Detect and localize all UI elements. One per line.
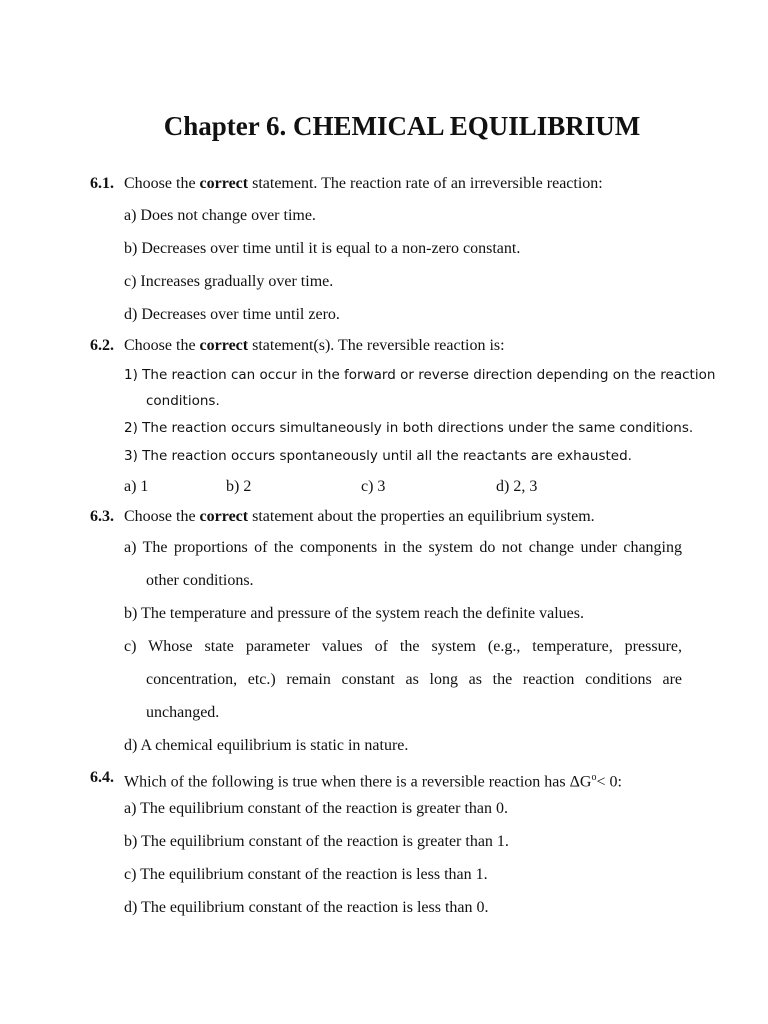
option-6-3-a-cont: other conditions. (146, 572, 254, 589)
answer-6-2-c: c) 3 (361, 478, 386, 495)
option-6-4-d: d) The equilibrium constant of the reaction is less than 0. (124, 899, 489, 916)
option-6-4-a: a) The equilibrium constant of the reaction is greater than 0. (124, 800, 509, 817)
chapter-title: Chapter 6. CHEMICAL EQUILIBRIUM (163, 111, 641, 141)
answer-6-2-b: b) 2 (226, 478, 252, 495)
option-6-3-c-cont: concentration, etc.) remain constant as long as the reaction conditions are (146, 671, 682, 688)
statement-6-2-1: 1) The reaction can occur in the forward or reverse direction depending on the reaction (124, 367, 716, 383)
option-6-3-d: d) A chemical equilibrium is static in nature. (124, 737, 409, 754)
option-6-4-c: c) The equilibrium constant of the reaction is less than 1. (124, 866, 488, 883)
option-6-3-a: a) The proportions of the components in the system do not change under changing (124, 539, 682, 556)
question-number: 6.2. (90, 337, 114, 354)
question-text: Which of the following is true when there is a reversible reaction has $\Delta G^o< 0$: (124, 772, 622, 791)
question-text: Choose the correct statement about the properties an equilibrium system. (124, 508, 595, 525)
statement-6-2-1-cont: conditions. (146, 393, 220, 409)
question-number: 6.1. (90, 175, 114, 192)
option-6-1-c: c) Increases gradually over time. (124, 273, 334, 290)
option-6-3-b: b) The temperature and pressure of the system reach the definite values. (124, 605, 584, 622)
question-number: 6.3. (90, 508, 114, 525)
option-6-3-c-cont-2: unchanged. (146, 704, 220, 721)
answer-6-2-a: a) 1 (124, 478, 149, 495)
option-6-1-b: b) Decreases over time until it is equal to a non-zero constant. (124, 240, 521, 257)
option-6-3-c: c) Whose state parameter values of the system (e.g., temperature, pressure, (124, 638, 682, 655)
superscript-o: o (591, 772, 597, 783)
question-number: 6.4. (90, 769, 114, 786)
statement-6-2-2: 2) The reaction occurs simultaneously in both directions under the same conditions. (124, 420, 694, 436)
option-6-4-b: b) The equilibrium constant of the reaction is greater than 1. (124, 833, 509, 850)
statement-6-2-3: 3) The reaction occurs spontaneously until all the reactants are exhausted. (124, 448, 632, 464)
option-6-1-a: a) Does not change over time. (124, 207, 316, 224)
keyword-correct: correct (199, 175, 249, 192)
keyword-correct: correct (199, 337, 249, 354)
answer-6-2-d: d) 2, 3 (496, 478, 538, 495)
question-text: Choose the correct statement. The reaction rate of an irreversible reaction: (124, 175, 603, 192)
option-6-1-d: d) Decreases over time until zero. (124, 306, 340, 323)
keyword-correct: correct (199, 508, 249, 525)
question-text: Choose the correct statement(s). The reversible reaction is: (124, 337, 505, 354)
